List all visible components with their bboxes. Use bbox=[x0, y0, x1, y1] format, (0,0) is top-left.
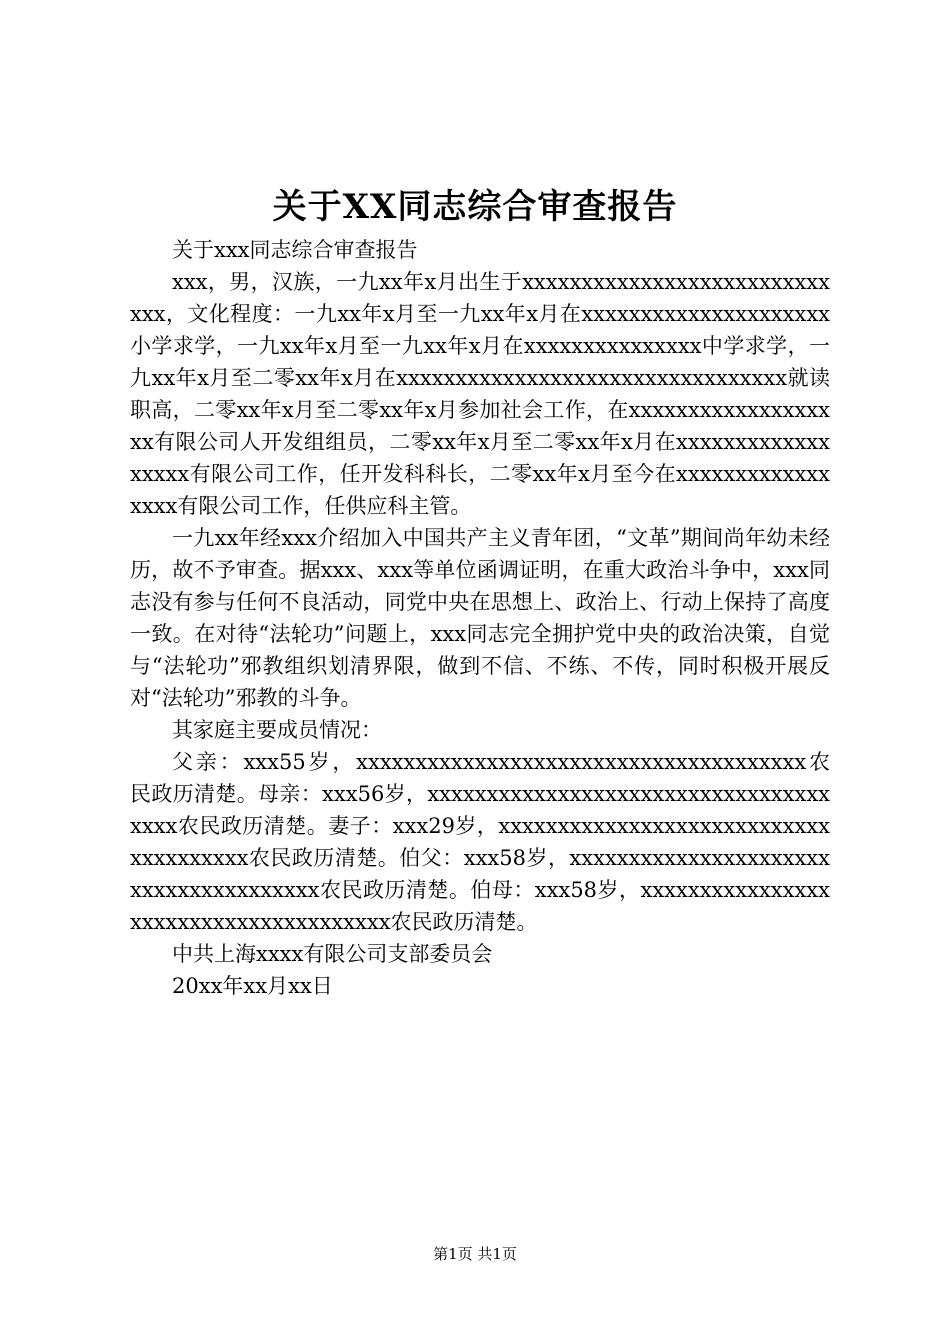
political-review-paragraph: 一九xx年经xxx介绍加入中国共产主义青年团，“文革”期间尚年幼未经历，故不予审查。据xxx、xxx等单位函调证明，在重大政治斗争中，xxx同志没有参与任何不良活动，同党中央在思想上、政治上、行动上保持了高度一致。在对待“法轮功”问题上，xxx同志完全拥护党中央的政治决策，自觉与“法轮功”邪教组织划清界限，做到不信、不练、不传，同时积极开展反对“法轮功”邪教的斗争。 bbox=[130, 526, 830, 710]
family-members-heading: 其家庭主要成员情况： bbox=[172, 718, 382, 742]
issue-date: 20xx年xx月xx日 bbox=[172, 974, 333, 998]
personal-history-paragraph: xxx，男，汉族，一九xx年x月出生于xxxxxxxxxxxxxxxxxxxxxxxxxxxxx，文化程度：一九xx年x月至一九xx年x月在xxxxxxxxxxxxxxxxxxxxx小学求学，一九xx年x月至一九xx年x月在xxxxxxxxxxxxxxx中学求学，一九xx年x月至二零xx年x月在xxxxxxxxxxxxxxxxxxxxxxxxxxxxxxxxx就读职高，二零xx年x月至二零xx年x月参加社会工作，在xxxxxxxxxxxxxxxxxxx有限公司人开发组组员，二零xx年x月至二零xx年x月在xxxxxxxxxxxxxxxxxx有限公司工作，任开发科科长，二零xx年x月至今在xxxxxxxxxxxxxxxxx有限公司工作，任供应科主管。 bbox=[130, 270, 830, 518]
document-body bbox=[130, 234, 830, 1002]
family-members-paragraph: 父亲：xxx55岁，xxxxxxxxxxxxxxxxxxxxxxxxxxxxxxxxxxxxxx农民政历清楚。母亲：xxx56岁，xxxxxxxxxxxxxxxxxxxxxxxxxxxxxxxxxxxxxx农民政历清楚。妻子：xxx29岁，xxxxxxxxxxxxxxxxxxxxxxxxxxxxxxxxxxxxxx农民政历清楚。伯父：xxx58岁，xxxxxxxxxxxxxxxxxxxxxxxxxxxxxxxxxxxxxx农民政历清楚。伯母：xxx58岁，xxxxxxxxxxxxxxxxxxxxxxxxxxxxxxxxxxxxxx农民政历清楚。 bbox=[130, 750, 830, 934]
page-number-footer: 第1页 共1页 bbox=[433, 1245, 517, 1263]
document-title: 关于XX同志综合审查报告 bbox=[272, 187, 678, 227]
report-heading-line: 关于xxx同志综合审查报告 bbox=[172, 238, 418, 262]
issuing-organization: 中共上海xxxx有限公司支部委员会 bbox=[172, 942, 493, 966]
